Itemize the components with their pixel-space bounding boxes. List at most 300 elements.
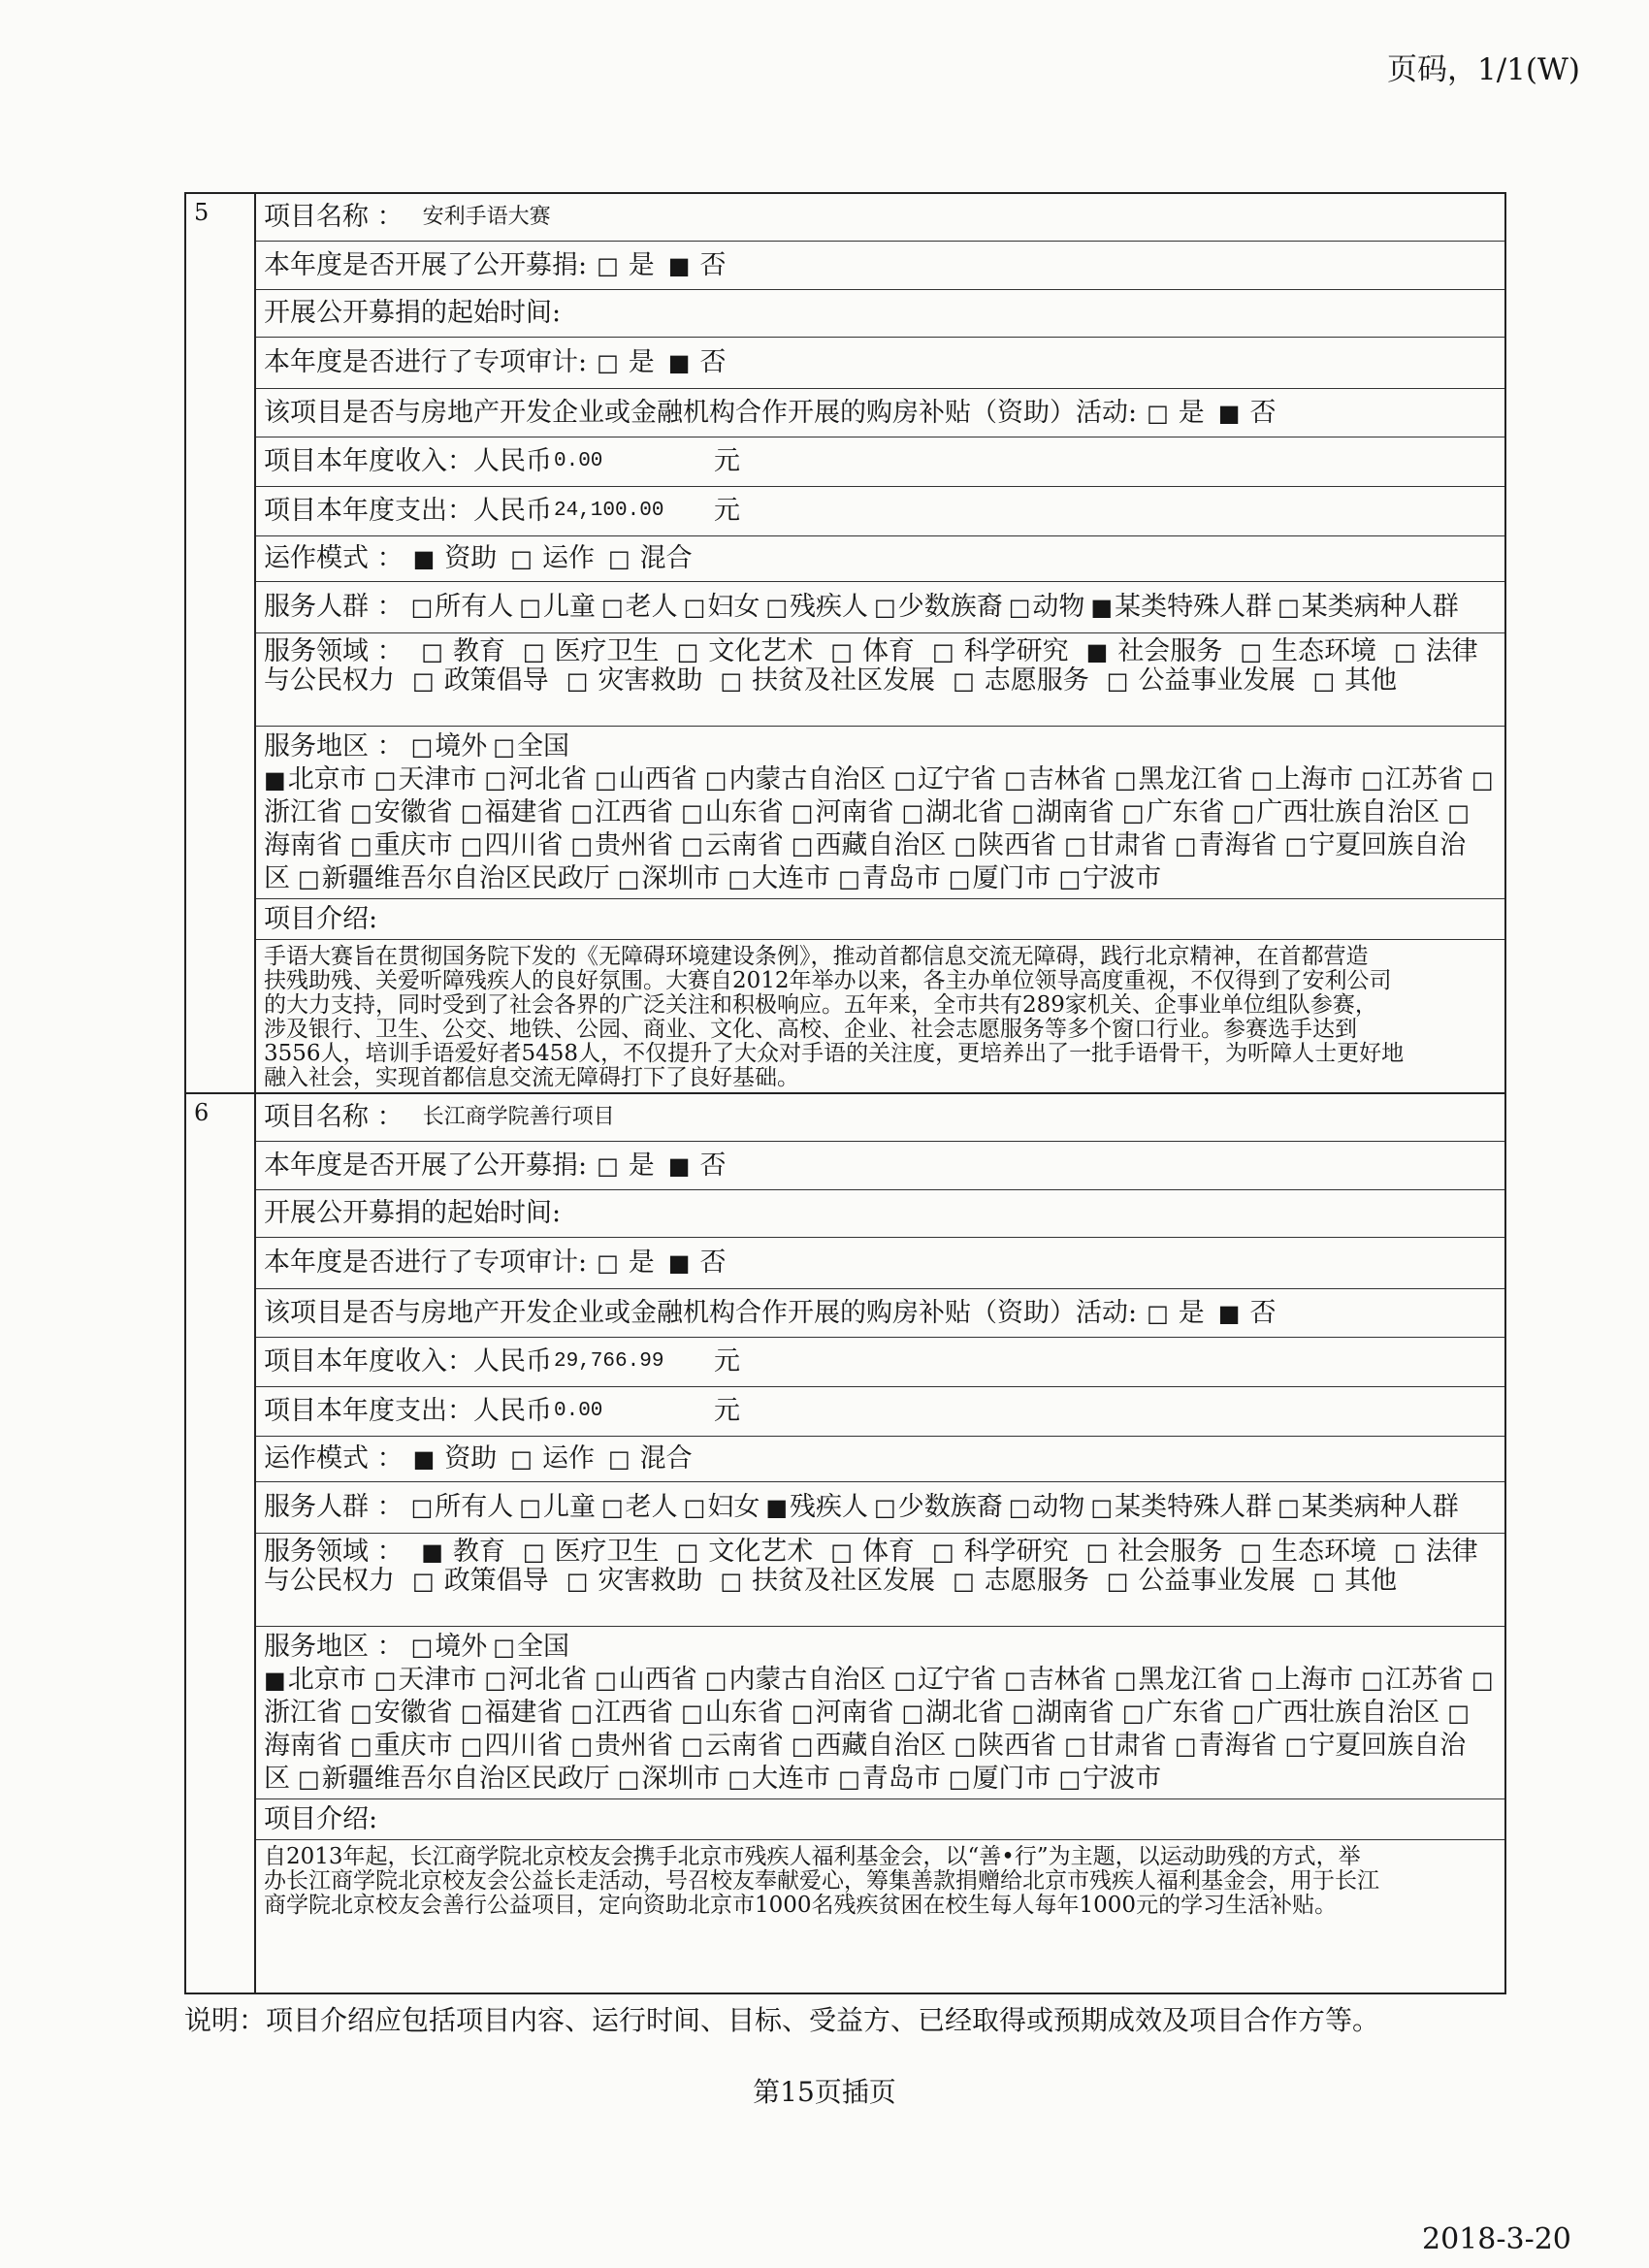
service-field-option-label: 体育 [861, 1537, 915, 1567]
unchecked-box-icon: □ [681, 1733, 703, 1760]
service-field-option [720, 1566, 935, 1596]
unchecked-box-icon: □ [1361, 1667, 1383, 1694]
housing-subsidy-option [1147, 1298, 1205, 1328]
income-row [256, 437, 1504, 487]
service-field-option [1240, 636, 1376, 666]
unchecked-box-icon: □ [874, 1494, 896, 1521]
service-population-option-label: 某类病种人群 [1301, 592, 1459, 622]
service-region-option-label: 河北省 [508, 1665, 588, 1695]
unchecked-box-icon: □ [1471, 1667, 1494, 1694]
housing-subsidy-row [256, 389, 1504, 437]
housing-subsidy-options [1147, 397, 1289, 430]
income-label: 项目本年度收入：人民币 [264, 1346, 552, 1377]
unchecked-box-icon: □ [410, 1634, 434, 1661]
service-population-option-label: 残疾人 [790, 592, 869, 622]
operation-mode-label: 运作模式 ： [264, 1443, 404, 1474]
service-field-option [523, 636, 660, 666]
unchecked-box-icon: □ [350, 1700, 372, 1727]
service-population-option [1277, 592, 1459, 622]
service-population-options [411, 591, 1465, 624]
public-fundraising-option-label: 否 [699, 249, 727, 280]
service-region-option-label: 深圳市 [641, 863, 721, 893]
introduction-line: 商学院北京校友会善行公益项目，定向资助北京市1000名残疾贫困在校生每人每年1000元的学习生活补贴。 [264, 1893, 1338, 1918]
service-region-option-label: 贵州省 [595, 1731, 674, 1761]
service-field-option [1107, 665, 1296, 696]
service-region-option [1058, 1764, 1161, 1794]
service-region-option [681, 1698, 784, 1728]
special-audit-option-label: 否 [699, 1247, 727, 1278]
service-field-option-label: 灾害救助 [598, 1566, 703, 1596]
expense-row [256, 1387, 1504, 1437]
unchecked-box-icon: □ [412, 667, 435, 695]
service-region-scope-option [411, 731, 488, 761]
unchecked-box-icon: □ [570, 1700, 594, 1727]
unchecked-box-icon: □ [1012, 1700, 1034, 1727]
expense-unit: 元 [714, 1396, 740, 1426]
housing-subsidy-option-label: 是 [1178, 1297, 1205, 1328]
service-field-options [264, 636, 1478, 696]
unchecked-box-icon: □ [460, 799, 483, 826]
service-region-option-label: 海南省 [264, 830, 342, 860]
service-region-option [838, 863, 941, 893]
unchecked-box-icon: □ [566, 667, 589, 695]
unchecked-box-icon: □ [570, 799, 594, 826]
unchecked-box-icon: □ [1361, 766, 1383, 794]
service-region-option [792, 830, 947, 860]
introduction-line: 的大力支持，同时受到了社会各界的广泛关注和积极响应。五年来，全市共有289家机关、企事业单位组队参赛， [264, 992, 1377, 1018]
service-region-option [901, 797, 1004, 827]
service-region-option [570, 1698, 673, 1728]
special-audit-option [668, 1247, 727, 1278]
unchecked-box-icon: □ [460, 832, 483, 859]
housing-subsidy-label: 该项目是否与房地产开发企业或金融机构合作开展的购房补贴（资助）活动: [264, 397, 1138, 428]
unchecked-box-icon: □ [597, 349, 619, 376]
service-region-option [1004, 764, 1107, 794]
unchecked-box-icon: □ [791, 799, 814, 826]
unchecked-box-icon: □ [838, 865, 860, 892]
unchecked-box-icon: □ [1106, 1568, 1129, 1595]
unchecked-box-icon: □ [600, 594, 624, 621]
project-table [184, 192, 1506, 1994]
service-region-option [705, 1665, 887, 1695]
service-population-option [874, 592, 1003, 622]
unchecked-box-icon: □ [298, 1766, 320, 1793]
introduction-line: 办长江商学院北京校友会公益长走活动，号召校友奉献爱心，筹集善款捐赠给北京市残疾人福利基金会，用于长江 [264, 1868, 1379, 1894]
service-region-label: 服务地区 ： [264, 731, 404, 761]
service-region-option [949, 1764, 1051, 1794]
unchecked-box-icon: □ [1114, 766, 1137, 794]
service-region-option-label: 天津市 [398, 1665, 477, 1695]
service-population-option-label: 动物 [1032, 1492, 1085, 1522]
service-region-option [1233, 1698, 1440, 1728]
service-region-option [484, 764, 587, 794]
service-field-option [953, 665, 1089, 696]
unchecked-box-icon: □ [893, 766, 917, 794]
service-field-option-label: 志愿服务 [984, 1566, 1089, 1596]
public-fundraising-option [668, 1150, 727, 1181]
service-region-option-label: 四川省 [484, 830, 564, 860]
service-region-option [954, 1731, 1056, 1761]
service-population-option [684, 1492, 760, 1522]
footnote: 说明：项目介绍应包括项目内容、运行时间、目标、受益方、已经取得或预期成效及项目合作方等。 [184, 2004, 1380, 2036]
unchecked-box-icon: □ [1058, 865, 1082, 892]
service-field-option-label: 生态环境 [1272, 1537, 1376, 1567]
unchecked-box-icon: □ [1394, 1539, 1416, 1566]
service-region-option-label: 深圳市 [641, 1764, 721, 1794]
service-field-label: 服务领域 ： [264, 1537, 404, 1567]
unchecked-box-icon: □ [493, 1634, 515, 1661]
unchecked-box-icon: □ [893, 1667, 917, 1694]
service-population-option [765, 592, 868, 622]
expense-label: 项目本年度支出：人民币 [264, 496, 552, 526]
checked-box-icon: ■ [667, 1151, 691, 1180]
unchecked-box-icon: □ [410, 1494, 434, 1521]
project-number-cell [186, 194, 256, 1092]
service-field-label: 服务领域 ： [264, 636, 404, 666]
unchecked-box-icon: □ [298, 865, 320, 892]
service-region-option-label: 青海省 [1198, 1731, 1277, 1761]
unchecked-box-icon: □ [954, 832, 977, 859]
service-field-option-label: 扶贫及社区发展 [752, 665, 936, 696]
service-population-option-label: 动物 [1032, 592, 1085, 622]
service-field-option [720, 665, 935, 696]
fundraising-start-row [256, 290, 1504, 338]
service-field-option [412, 1566, 549, 1596]
service-region-option-label: 广东省 [1146, 1698, 1225, 1728]
service-field-option-label: 公益事业发展 [1138, 1566, 1296, 1596]
unchecked-box-icon: □ [373, 1667, 397, 1694]
service-region-option-label: 黑龙江省 [1138, 764, 1244, 794]
fundraising-start-row [256, 1190, 1504, 1238]
unchecked-box-icon: □ [600, 1494, 624, 1521]
service-region-option-label: 浙江省 [264, 1698, 342, 1728]
unchecked-box-icon: □ [948, 1766, 971, 1793]
service-population-option-label: 妇女 [707, 1492, 760, 1522]
service-field-option-label: 科学研究 [963, 1537, 1069, 1567]
public-fundraising-label: 本年度是否开展了公开募捐: [264, 249, 588, 280]
unchecked-box-icon: □ [728, 1766, 751, 1793]
unchecked-box-icon: □ [1147, 399, 1169, 427]
unchecked-box-icon: □ [830, 638, 853, 665]
unchecked-box-icon: □ [460, 1700, 483, 1727]
service-region-option [350, 830, 453, 860]
service-region-option [838, 1764, 941, 1794]
introduction-label-row [256, 899, 1504, 940]
project-block [186, 1094, 1504, 1993]
service-field-option [677, 1537, 814, 1567]
service-region-option-label: 甘肃省 [1087, 830, 1167, 860]
unchecked-box-icon: □ [720, 1568, 743, 1595]
service-region-option-label: 福建省 [484, 1698, 564, 1728]
income-row [256, 1338, 1504, 1387]
operation-mode-option-label: 混合 [639, 543, 693, 573]
service-region-option-label: 广东省 [1146, 797, 1225, 827]
unchecked-box-icon: □ [676, 1539, 699, 1566]
service-region-option-label: 青岛市 [861, 863, 941, 893]
service-region-option-label: 吉林省 [1027, 764, 1107, 794]
service-region-option-label: 北京市 [287, 1665, 367, 1695]
unchecked-box-icon: □ [519, 594, 541, 621]
checked-box-icon: ■ [264, 766, 286, 794]
service-region-option-label: 上海市 [1275, 764, 1354, 794]
service-region-option-label: 浙江省 [264, 797, 342, 827]
income-label: 项目本年度收入：人民币 [264, 446, 552, 476]
unchecked-box-icon: □ [953, 667, 975, 695]
service-region-option [1233, 797, 1440, 827]
special-audit-options [597, 346, 739, 379]
special-audit-options [597, 1247, 739, 1280]
unchecked-box-icon: □ [607, 545, 630, 572]
unchecked-box-icon: □ [484, 766, 507, 794]
service-field-option-label: 社会服务 [1117, 636, 1223, 666]
public-fundraising-options [597, 1150, 739, 1183]
unchecked-box-icon: □ [1447, 1700, 1470, 1727]
unchecked-box-icon: □ [791, 1733, 814, 1760]
service-population-option-label: 所有人 [435, 1492, 514, 1522]
service-population-option [601, 592, 678, 622]
service-region-option-label: 河北省 [508, 764, 588, 794]
special-audit-row [256, 338, 1504, 389]
unchecked-box-icon: □ [1058, 1766, 1082, 1793]
service-region-option-label: 内蒙古自治区 [728, 1665, 887, 1695]
service-region-option [374, 764, 477, 794]
service-region-option [570, 830, 673, 860]
fundraising-start-label: 开展公开募捐的起始时间: [264, 1198, 562, 1228]
service-field-option [830, 1537, 915, 1567]
unchecked-box-icon: □ [570, 1733, 594, 1760]
unchecked-box-icon: □ [519, 1494, 541, 1521]
public-fundraising-option-label: 否 [699, 1150, 727, 1181]
service-region-option-label: 江苏省 [1384, 764, 1464, 794]
unchecked-box-icon: □ [493, 733, 515, 761]
service-field-option [932, 1537, 1069, 1567]
unchecked-box-icon: □ [681, 799, 703, 826]
project-number: 5 [194, 199, 210, 226]
unchecked-box-icon: □ [1147, 1299, 1169, 1327]
service-field-option [1312, 1566, 1397, 1596]
service-region-option-label: 宁波市 [1083, 863, 1162, 893]
service-field-option [421, 636, 505, 666]
service-region-option [792, 1698, 894, 1728]
service-region-option [484, 1665, 587, 1695]
operation-mode-option [608, 1443, 693, 1474]
introduction-line: 手语大赛旨在贯彻国务院下发的《无障碍环境建设条例》，推动首都信息交流无障碍，践行北京精神，在首都营造 [264, 944, 1369, 969]
service-field-option [566, 665, 703, 696]
service-population-option-label: 某类病种人群 [1301, 1492, 1459, 1522]
housing-subsidy-option-label: 否 [1249, 397, 1277, 428]
unchecked-box-icon: □ [1232, 1700, 1255, 1727]
unchecked-box-icon: □ [791, 832, 814, 859]
service-region-option [705, 764, 887, 794]
service-region-option [728, 863, 830, 893]
service-region-option [1175, 830, 1277, 860]
service-field-option-label: 社会服务 [1117, 1537, 1223, 1567]
operation-mode-option-label: 运作 [541, 543, 595, 573]
service-region-option-label: 四川省 [484, 1731, 564, 1761]
unchecked-box-icon: □ [683, 594, 706, 621]
service-region-option-label: 河南省 [815, 1698, 894, 1728]
service-population-option [411, 592, 514, 622]
unchecked-box-icon: □ [676, 638, 699, 665]
service-region-option-label: 宁夏回族自治区 [264, 830, 1467, 893]
unchecked-box-icon: □ [570, 832, 594, 859]
service-region-option [1004, 1665, 1107, 1695]
service-field-option-label: 教育 [452, 636, 505, 666]
checked-box-icon: ■ [421, 1539, 443, 1566]
service-region-option [618, 1764, 721, 1794]
service-population-option [411, 1492, 514, 1522]
service-region-option-label: 新疆维吾尔自治区民政厅 [321, 1764, 610, 1794]
unchecked-box-icon: □ [522, 1539, 545, 1566]
service-field-option-label: 公益事业发展 [1138, 665, 1296, 696]
introduction-text [256, 1840, 1504, 1993]
service-field-option-label: 法律与公民权力 [264, 636, 1478, 696]
checked-box-icon: ■ [765, 1494, 789, 1521]
unchecked-box-icon: □ [522, 638, 545, 665]
service-region-scope-option [411, 1632, 488, 1662]
service-region-row [256, 1627, 1504, 1799]
service-population-option [1090, 1492, 1272, 1522]
introduction-line: 3556人，培训手语爱好者5458人，不仅提升了大众对手语的关注度，更培养出了一批手语骨干，为听障人士更好地 [264, 1041, 1405, 1066]
checked-box-icon: ■ [264, 1667, 286, 1694]
expense-label: 项目本年度支出：人民币 [264, 1396, 552, 1426]
unchecked-box-icon: □ [510, 545, 533, 572]
unchecked-box-icon: □ [1471, 766, 1494, 794]
service-field-option [1086, 1537, 1223, 1567]
unchecked-box-icon: □ [597, 1151, 619, 1180]
service-region-option [954, 830, 1056, 860]
unchecked-box-icon: □ [350, 799, 372, 826]
unchecked-box-icon: □ [597, 251, 619, 279]
project-name-row [256, 1094, 1504, 1142]
service-region-option-label: 辽宁省 [918, 1665, 997, 1695]
service-field-option-label: 志愿服务 [984, 665, 1089, 696]
service-region-option-label: 广西壮族自治区 [1256, 797, 1440, 827]
service-region-option-label: 江西省 [595, 797, 674, 827]
housing-subsidy-options [1147, 1297, 1289, 1330]
unchecked-box-icon: □ [1312, 1568, 1336, 1595]
service-region-option-label: 安徽省 [373, 797, 453, 827]
service-field-option [830, 636, 915, 666]
service-population-option-label: 某类特殊人群 [1115, 592, 1273, 622]
service-region-option [350, 797, 453, 827]
project-name-value: 安利手语大赛 [422, 205, 551, 229]
service-field-option [932, 636, 1069, 666]
service-population-option-label: 所有人 [435, 592, 514, 622]
unchecked-box-icon: □ [1174, 1733, 1197, 1760]
service-field-option [566, 1566, 703, 1596]
special-audit-label: 本年度是否进行了专项审计: [264, 1247, 588, 1278]
project-block [186, 194, 1504, 1094]
special-audit-row [256, 1238, 1504, 1289]
service-population-option [1277, 1492, 1459, 1522]
housing-subsidy-row [256, 1289, 1504, 1338]
public-fundraising-row [256, 242, 1504, 290]
service-region-option-label: 山东省 [704, 1698, 784, 1728]
service-region-option [901, 1698, 1004, 1728]
unchecked-box-icon: □ [901, 1700, 924, 1727]
unchecked-box-icon: □ [931, 1539, 954, 1566]
service-population-option-label: 少数族裔 [897, 592, 1003, 622]
introduction-text [256, 940, 1504, 1092]
service-region-option [570, 1731, 673, 1761]
checked-box-icon: ■ [412, 545, 436, 572]
service-region-option-label: 湖北省 [925, 1698, 1005, 1728]
service-region-option-label: 青海省 [1198, 830, 1277, 860]
service-field-option-label: 法律与公民权力 [264, 1537, 1478, 1596]
service-field-row [256, 633, 1504, 727]
service-region-option [298, 1764, 610, 1794]
operation-mode-row [256, 1437, 1504, 1482]
service-region-option [728, 1764, 830, 1794]
project-number: 6 [194, 1099, 210, 1126]
service-region-option [264, 1665, 367, 1695]
unchecked-box-icon: □ [484, 1667, 507, 1694]
unchecked-box-icon: □ [1004, 1667, 1026, 1694]
page-code: 页码，1/1(W) [1387, 52, 1580, 87]
fundraising-start-label: 开展公开募捐的起始时间: [264, 298, 562, 328]
service-region-option-label: 贵州省 [595, 830, 674, 860]
service-region-option-label: 陕西省 [978, 830, 1057, 860]
service-field-option [1086, 636, 1223, 666]
public-fundraising-row [256, 1142, 1504, 1190]
service-region-scope-options [411, 1632, 575, 1662]
service-region-option-label: 新疆维吾尔自治区民政厅 [321, 863, 610, 893]
service-population-option [1009, 592, 1085, 622]
service-field-option-label: 生态环境 [1272, 636, 1376, 666]
service-population-option-label: 老人 [625, 1492, 678, 1522]
service-region-option-label: 湖南省 [1035, 1698, 1115, 1728]
unchecked-box-icon: □ [765, 594, 789, 621]
project-name-label: 项目名称 ： [264, 202, 404, 232]
service-region-option-label: 安徽省 [373, 1698, 453, 1728]
housing-subsidy-label: 该项目是否与房地产开发企业或金融机构合作开展的购房补贴（资助）活动: [264, 1297, 1138, 1328]
service-region-option-label: 厦门市 [972, 863, 1051, 893]
unchecked-box-icon: □ [1394, 638, 1416, 665]
unchecked-box-icon: □ [510, 1445, 533, 1473]
operation-mode-option-label: 混合 [639, 1443, 693, 1474]
service-field-row [256, 1534, 1504, 1627]
service-region-option-label: 北京市 [287, 764, 367, 794]
project-name-row [256, 194, 1504, 242]
unchecked-box-icon: □ [412, 1568, 435, 1595]
unchecked-box-icon: □ [1064, 1733, 1086, 1760]
service-field-option-label: 文化艺术 [708, 1537, 814, 1567]
service-region-option [1122, 1698, 1225, 1728]
operation-mode-option-label: 运作 [541, 1443, 595, 1474]
checked-box-icon: ■ [667, 349, 691, 376]
introduction-label-row [256, 1799, 1504, 1840]
unchecked-box-icon: □ [1012, 799, 1034, 826]
unchecked-box-icon: □ [720, 667, 743, 695]
service-region-options [264, 1664, 1497, 1796]
service-region-row [256, 727, 1504, 899]
unchecked-box-icon: □ [350, 832, 372, 859]
introduction-line: 融入社会，实现首都信息交流无障碍打下了良好基础。 [264, 1065, 799, 1090]
service-region-option [1361, 764, 1464, 794]
unchecked-box-icon: □ [1240, 1539, 1262, 1566]
unchecked-box-icon: □ [410, 733, 434, 761]
checked-box-icon: ■ [412, 1445, 436, 1473]
housing-subsidy-option [1147, 398, 1205, 428]
project-number-cell [186, 1094, 256, 1993]
special-audit-label: 本年度是否进行了专项审计: [264, 347, 588, 377]
income-value: 0.00 [554, 450, 603, 472]
unchecked-box-icon: □ [953, 1568, 975, 1595]
service-population-option-label: 少数族裔 [897, 1492, 1003, 1522]
unchecked-box-icon: □ [1277, 594, 1300, 621]
special-audit-option-label: 是 [628, 1247, 655, 1278]
